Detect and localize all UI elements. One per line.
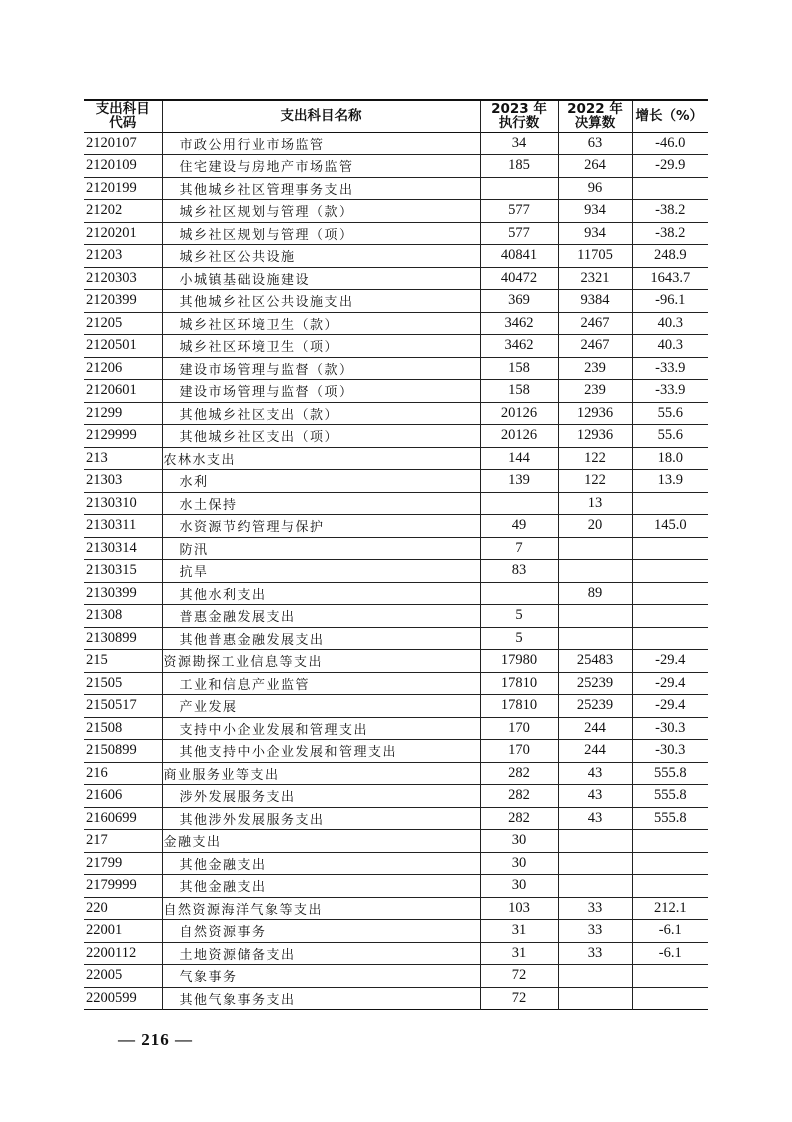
- row-final-2022: [558, 830, 632, 853]
- row-exec-2023: 170: [480, 717, 558, 740]
- row-exec-2023: 3462: [480, 312, 558, 335]
- row-exec-2023: 5: [480, 605, 558, 628]
- row-exec-2023: 49: [480, 515, 558, 538]
- row-name: 其他普惠金融发展支出: [162, 627, 480, 650]
- row-code: 2130899: [86, 629, 137, 646]
- table-row: [84, 740, 708, 763]
- row-final-2022: 122: [558, 470, 632, 493]
- row-final-2022: 33: [558, 897, 632, 920]
- row-code: 21505: [86, 674, 123, 691]
- row-name: 其他金融支出: [162, 852, 480, 875]
- row-final-2022: 11705: [558, 245, 632, 268]
- table-row: [84, 920, 708, 943]
- header-growth: 增长（%）: [632, 100, 708, 132]
- table-row: [84, 155, 708, 178]
- table-row: [84, 650, 708, 673]
- row-name: 气象事务: [162, 965, 480, 988]
- table-row: [84, 132, 708, 155]
- row-final-2022: 25239: [558, 672, 632, 695]
- row-final-2022: 33: [558, 942, 632, 965]
- row-code: 2130311: [86, 517, 137, 534]
- row-code: 2130310: [86, 494, 137, 511]
- row-final-2022: 33: [558, 920, 632, 943]
- table-row: [84, 605, 708, 628]
- row-growth: -6.1: [632, 942, 708, 965]
- row-growth: [632, 560, 708, 583]
- row-code: 2200599: [86, 989, 137, 1006]
- table-row: [84, 380, 708, 403]
- row-code: 2120201: [86, 224, 137, 241]
- row-growth: -6.1: [632, 920, 708, 943]
- row-growth: 55.6: [632, 402, 708, 425]
- row-exec-2023: 577: [480, 200, 558, 223]
- row-code: 2120109: [86, 157, 137, 174]
- row-name: 商业服务业等支出: [162, 762, 480, 785]
- row-exec-2023: 3462: [480, 335, 558, 358]
- row-exec-2023: 144: [480, 447, 558, 470]
- header-exec-2023: 2023 年 执行数: [480, 100, 558, 132]
- table-row: [84, 875, 708, 898]
- row-exec-2023: 7: [480, 537, 558, 560]
- row-name: 城乡社区公共设施: [162, 245, 480, 268]
- table-row: [84, 807, 708, 830]
- row-code: 22005: [86, 967, 123, 984]
- row-code: 21606: [86, 787, 123, 804]
- table-row: [84, 537, 708, 560]
- row-code: 22001: [86, 922, 123, 939]
- table-row: [84, 942, 708, 965]
- header-name: 支出科目名称: [162, 100, 480, 132]
- row-final-2022: [558, 605, 632, 628]
- row-growth: -38.2: [632, 200, 708, 223]
- row-final-2022: 43: [558, 807, 632, 830]
- row-name: 产业发展: [162, 695, 480, 718]
- row-exec-2023: 5: [480, 627, 558, 650]
- row-final-2022: [558, 987, 632, 1010]
- row-name: 工业和信息产业监管: [162, 672, 480, 695]
- table-row: [84, 267, 708, 290]
- row-final-2022: 43: [558, 785, 632, 808]
- row-growth: 145.0: [632, 515, 708, 538]
- row-name: 其他涉外发展服务支出: [162, 807, 480, 830]
- row-growth: -29.4: [632, 695, 708, 718]
- row-final-2022: 63: [558, 132, 632, 155]
- table-row: [84, 852, 708, 875]
- table-row: [84, 695, 708, 718]
- row-code: 2129999: [86, 427, 137, 444]
- row-name: 其他城乡社区管理事务支出: [162, 177, 480, 200]
- row-growth: -46.0: [632, 132, 708, 155]
- row-final-2022: [558, 537, 632, 560]
- row-exec-2023: 72: [480, 965, 558, 988]
- table-row: [84, 200, 708, 223]
- row-growth: [632, 987, 708, 1010]
- row-growth: 212.1: [632, 897, 708, 920]
- row-exec-2023: 282: [480, 785, 558, 808]
- row-name: 小城镇基础设施建设: [162, 267, 480, 290]
- table-row: [84, 290, 708, 313]
- row-name: 其他城乡社区公共设施支出: [162, 290, 480, 313]
- row-name: 市政公用行业市场监管: [162, 132, 480, 155]
- row-exec-2023: 158: [480, 380, 558, 403]
- table-row: [84, 717, 708, 740]
- row-name: 水土保持: [162, 492, 480, 515]
- row-code: 216: [86, 764, 108, 781]
- row-final-2022: [558, 560, 632, 583]
- row-final-2022: 9384: [558, 290, 632, 313]
- table-row: [84, 785, 708, 808]
- table-row: [84, 245, 708, 268]
- row-final-2022: 2321: [558, 267, 632, 290]
- row-name: 城乡社区规划与管理（项）: [162, 222, 480, 245]
- row-final-2022: 20: [558, 515, 632, 538]
- row-exec-2023: 17810: [480, 695, 558, 718]
- row-exec-2023: 17810: [480, 672, 558, 695]
- table-row: [84, 515, 708, 538]
- row-growth: [632, 537, 708, 560]
- row-exec-2023: 83: [480, 560, 558, 583]
- row-growth: 13.9: [632, 470, 708, 493]
- row-code: 2120303: [86, 269, 137, 286]
- row-exec-2023: [480, 177, 558, 200]
- row-exec-2023: 30: [480, 830, 558, 853]
- page-number: — 216 —: [118, 1030, 193, 1049]
- table-body: [84, 132, 708, 1010]
- row-final-2022: [558, 875, 632, 898]
- row-exec-2023: 31: [480, 942, 558, 965]
- row-name: 自然资源海洋气象等支出: [162, 897, 480, 920]
- row-growth: -33.9: [632, 380, 708, 403]
- row-code: 21202: [86, 202, 123, 219]
- row-name: 建设市场管理与监督（项）: [162, 380, 480, 403]
- table-row: [84, 560, 708, 583]
- row-code: 217: [86, 832, 108, 849]
- row-growth: 1643.7: [632, 267, 708, 290]
- row-name: 农林水支出: [162, 447, 480, 470]
- row-code: 21205: [86, 314, 123, 331]
- table-row: [84, 177, 708, 200]
- row-exec-2023: 34: [480, 132, 558, 155]
- row-exec-2023: 30: [480, 852, 558, 875]
- row-code: 2150899: [86, 742, 137, 759]
- table-row: [84, 582, 708, 605]
- row-exec-2023: 40841: [480, 245, 558, 268]
- row-growth: [632, 875, 708, 898]
- row-exec-2023: 31: [480, 920, 558, 943]
- row-growth: 555.8: [632, 807, 708, 830]
- table-row: [84, 897, 708, 920]
- row-code: 21203: [86, 247, 123, 264]
- row-growth: 555.8: [632, 762, 708, 785]
- row-code: 21206: [86, 359, 123, 376]
- row-code: 21303: [86, 472, 123, 489]
- row-code: 2130315: [86, 562, 137, 579]
- row-growth: -29.9: [632, 155, 708, 178]
- row-final-2022: 934: [558, 222, 632, 245]
- row-code: 2179999: [86, 877, 137, 894]
- expenditure-table: [84, 99, 708, 1010]
- row-growth: -29.4: [632, 672, 708, 695]
- table-row: [84, 830, 708, 853]
- row-growth: [632, 605, 708, 628]
- row-final-2022: 25239: [558, 695, 632, 718]
- row-growth: -30.3: [632, 717, 708, 740]
- row-final-2022: [558, 627, 632, 650]
- row-name: 涉外发展服务支出: [162, 785, 480, 808]
- row-exec-2023: 17980: [480, 650, 558, 673]
- row-name: 建设市场管理与监督（款）: [162, 357, 480, 380]
- row-growth: [632, 852, 708, 875]
- row-final-2022: 264: [558, 155, 632, 178]
- table-row: [84, 357, 708, 380]
- row-growth: 18.0: [632, 447, 708, 470]
- row-exec-2023: [480, 582, 558, 605]
- row-name: 其他城乡社区支出（款）: [162, 402, 480, 425]
- budget-table-container: [84, 99, 708, 1010]
- row-name: 住宅建设与房地产市场监管: [162, 155, 480, 178]
- row-name: 其他城乡社区支出（项）: [162, 425, 480, 448]
- row-code: 2200112: [86, 944, 137, 961]
- row-final-2022: 239: [558, 380, 632, 403]
- row-final-2022: 2467: [558, 312, 632, 335]
- table-row: [84, 627, 708, 650]
- row-final-2022: 13: [558, 492, 632, 515]
- row-name: 其他金融支出: [162, 875, 480, 898]
- table-row: [84, 335, 708, 358]
- row-final-2022: 934: [558, 200, 632, 223]
- row-final-2022: 122: [558, 447, 632, 470]
- row-exec-2023: 20126: [480, 425, 558, 448]
- row-final-2022: [558, 852, 632, 875]
- row-final-2022: 96: [558, 177, 632, 200]
- row-growth: [632, 627, 708, 650]
- row-name: 水利: [162, 470, 480, 493]
- row-code: 2150517: [86, 697, 137, 714]
- row-growth: [632, 492, 708, 515]
- row-final-2022: 25483: [558, 650, 632, 673]
- table-row: [84, 762, 708, 785]
- row-name: 土地资源储备支出: [162, 942, 480, 965]
- row-final-2022: 43: [558, 762, 632, 785]
- row-exec-2023: 282: [480, 807, 558, 830]
- row-exec-2023: 103: [480, 897, 558, 920]
- row-code: 2120501: [86, 337, 137, 354]
- row-name: 普惠金融发展支出: [162, 605, 480, 628]
- row-final-2022: 244: [558, 717, 632, 740]
- table-row: [84, 492, 708, 515]
- row-growth: 40.3: [632, 335, 708, 358]
- table-row: [84, 987, 708, 1010]
- row-growth: [632, 830, 708, 853]
- row-growth: [632, 177, 708, 200]
- row-name: 金融支出: [162, 830, 480, 853]
- row-code: 2120399: [86, 292, 137, 309]
- row-name: 自然资源事务: [162, 920, 480, 943]
- row-code: 21508: [86, 719, 123, 736]
- row-name: 支持中小企业发展和管理支出: [162, 717, 480, 740]
- row-final-2022: 89: [558, 582, 632, 605]
- row-growth: -96.1: [632, 290, 708, 313]
- row-code: 2120199: [86, 179, 137, 196]
- row-code: 2120107: [86, 134, 137, 151]
- row-exec-2023: 170: [480, 740, 558, 763]
- row-name: 水资源节约管理与保护: [162, 515, 480, 538]
- row-exec-2023: 20126: [480, 402, 558, 425]
- row-exec-2023: 139: [480, 470, 558, 493]
- row-final-2022: 2467: [558, 335, 632, 358]
- row-code: 2120601: [86, 382, 137, 399]
- row-exec-2023: [480, 492, 558, 515]
- row-growth: [632, 582, 708, 605]
- row-code: 2130399: [86, 584, 137, 601]
- row-final-2022: 239: [558, 357, 632, 380]
- table-row: [84, 402, 708, 425]
- row-exec-2023: 577: [480, 222, 558, 245]
- row-growth: -30.3: [632, 740, 708, 763]
- row-name: 城乡社区规划与管理（款）: [162, 200, 480, 223]
- table-row: [84, 425, 708, 448]
- row-name: 其他支持中小企业发展和管理支出: [162, 740, 480, 763]
- row-exec-2023: 30: [480, 875, 558, 898]
- row-code: 2130314: [86, 539, 137, 556]
- row-exec-2023: 369: [480, 290, 558, 313]
- table-row: [84, 222, 708, 245]
- row-growth: -38.2: [632, 222, 708, 245]
- row-growth: 555.8: [632, 785, 708, 808]
- row-growth: [632, 965, 708, 988]
- header-code: 支出科目 代码: [95, 101, 150, 132]
- row-code: 2160699: [86, 809, 137, 826]
- row-growth: 55.6: [632, 425, 708, 448]
- row-code: 220: [86, 899, 108, 916]
- table-row: [84, 965, 708, 988]
- row-final-2022: [558, 965, 632, 988]
- row-name: 防汛: [162, 537, 480, 560]
- row-name: 其他气象事务支出: [162, 987, 480, 1010]
- row-code: 213: [86, 449, 108, 466]
- row-exec-2023: 72: [480, 987, 558, 1010]
- row-code: 21799: [86, 854, 123, 871]
- table-row: [84, 672, 708, 695]
- row-growth: 40.3: [632, 312, 708, 335]
- row-code: 21299: [86, 404, 123, 421]
- header-final-2022: 2022 年 决算数: [558, 100, 632, 132]
- row-name: 其他水利支出: [162, 582, 480, 605]
- row-final-2022: 12936: [558, 402, 632, 425]
- row-name: 城乡社区环境卫生（款）: [162, 312, 480, 335]
- row-growth: -33.9: [632, 357, 708, 380]
- row-final-2022: 12936: [558, 425, 632, 448]
- row-exec-2023: 185: [480, 155, 558, 178]
- table-row: [84, 447, 708, 470]
- row-exec-2023: 40472: [480, 267, 558, 290]
- table-row: [84, 470, 708, 493]
- row-growth: 248.9: [632, 245, 708, 268]
- table-row: [84, 312, 708, 335]
- row-exec-2023: 282: [480, 762, 558, 785]
- row-growth: -29.4: [632, 650, 708, 673]
- row-code: 215: [86, 652, 108, 669]
- row-final-2022: 244: [558, 740, 632, 763]
- row-code: 21308: [86, 607, 123, 624]
- row-name: 抗旱: [162, 560, 480, 583]
- table-header: [84, 100, 708, 132]
- row-name: 资源勘探工业信息等支出: [162, 650, 480, 673]
- row-name: 城乡社区环境卫生（项）: [162, 335, 480, 358]
- row-exec-2023: 158: [480, 357, 558, 380]
